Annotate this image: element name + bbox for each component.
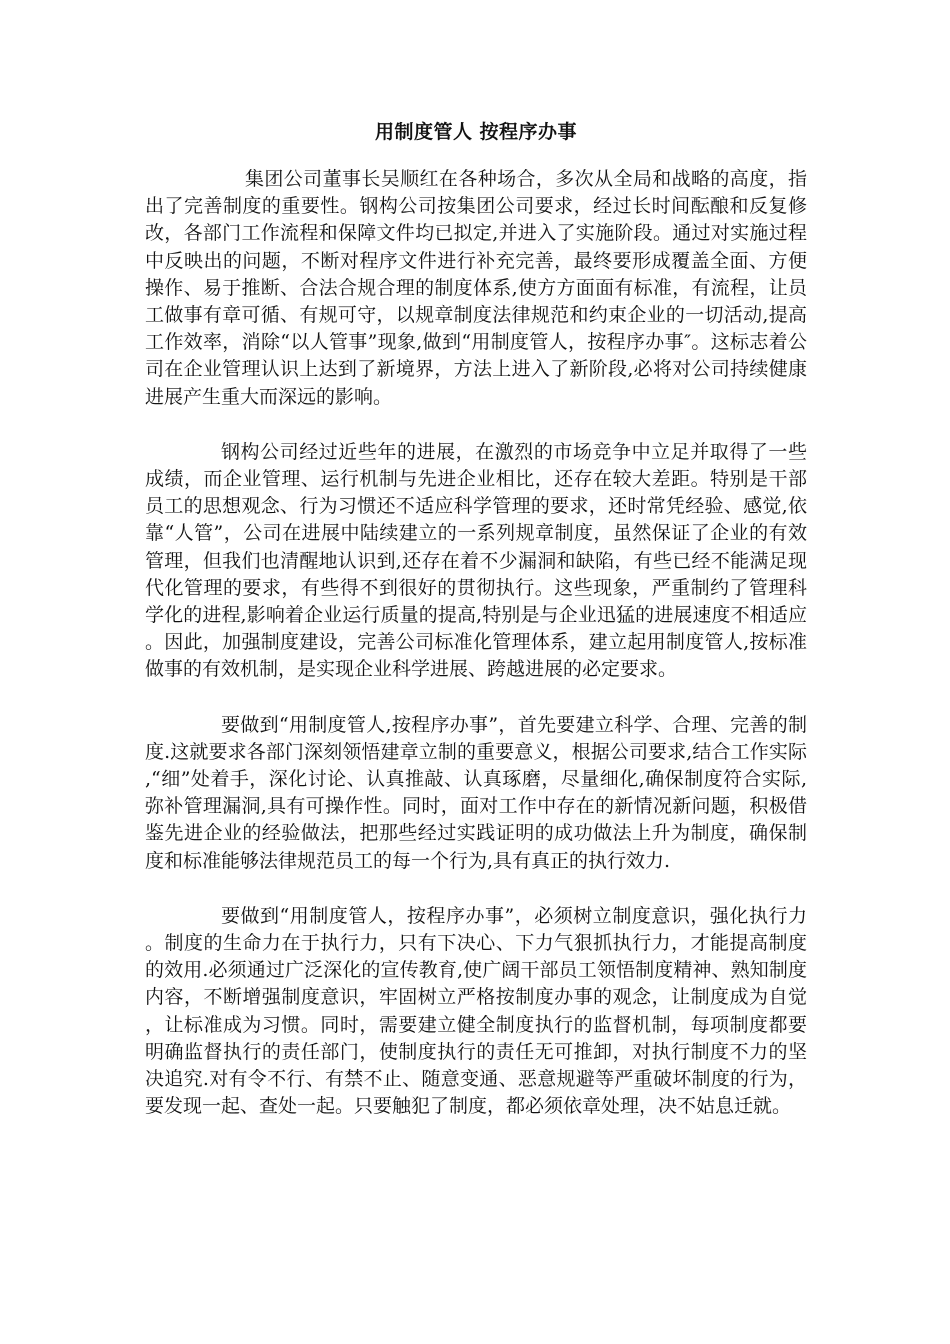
document-title: 用制度管人 按程序办事 [374,121,578,143]
document-body [145,118,807,1149]
paragraph-3: 要做到“用制度管人,按程序办事”，首先要建立科学、合理、完善的制度.这就要求各部门深刻领悟建章立制的重要意义，根据公司要求,结合工作实际,“细”处着手，深化讨论、认真推敲、认真琢磨，尽量细化,确保制度符合实际,弥补管理漏洞,具有可操作性。同时，面对工作中存在的新情况新问题，积极借鉴先进企业的经验做法，把那些经过实践证明的成功做法上升为制度，确保制度和标准能够法律规范员工的每一个行为,具有真正的执行效力. [145,713,807,872]
paragraph-2: 钢构公司经过近些年的进展，在激烈的市场竞争中立足并取得了一些成绩，而企业管理、运行机制与先进企业相比，还存在较大差距。特别是干部员工的思想观念、行为习惯还不适应科学管理的要求，还时常凭经验、感觉,依靠“人管”，公司在进展中陆续建立的一系列规章制度，虽然保证了企业的有效管理，但我们也清醒地认识到,还存在着不少漏洞和缺陷，有些已经不能满足现代化管理的要求，有些得不到很好的贯彻执行。这些现象，严重制约了管理科学化的进程,影响着企业运行质量的提高,特别是与企业迅猛的进展速度不相适应。因此，加强制度建设，完善公司标准化管理体系，建立起用制度管人,按标准做事的有效机制，是实现企业科学进展、跨越进展的必定要求。 [145,440,807,681]
paragraph-1: 集团公司董事长吴顺红在各种场合，多次从全局和战略的高度，指出了完善制度的重要性。钢构公司按集团公司要求，经过长时间酝酿和反复修改，各部门工作流程和保障文件均已拟定,并进入了实施阶段。通过对实施过程中反映出的问题，不断对程序文件进行补充完善，最终要形成覆盖全面、方便操作、易于推断、合法合规合理的制度体系,使方方面面有标准，有流程，让员工做事有章可循、有规可守，以规章制度法律规范和约束企业的一切活动,提高工作效率，消除“以人管事”现象,做到“用制度管人，按程序办事″。这标志着公司在企业管理认识上达到了新境界，方法上进入了新阶段,必将对公司持续健康进展产生重大而深远的影响。 [145,168,807,408]
paragraph-4: 要做到“用制度管人，按程序办事”，必须树立制度意识，强化执行力。制度的生命力在于执行力，只有下决心、下力气狠抓执行力，才能提高制度的效用.必须通过广泛深化的宣传教育,使广阔干部员工领悟制度精神、熟知制度内容，不断增强制度意识，牢固树立严格按制度办事的观念，让制度成为自觉，让标准成为习惯。同时，需要建立健全制度执行的监督机制，每项制度都要明确监督执行的责任部门，使制度执行的责任无可推卸，对执行制度不力的坚决追究.对有令不行、有禁不止、随意变通、恶意规避等严重破坏制度的行为，要发现一起、查处一起。只要触犯了制度，都必须依章处理，决不姑息迁就。 [145,904,807,1118]
